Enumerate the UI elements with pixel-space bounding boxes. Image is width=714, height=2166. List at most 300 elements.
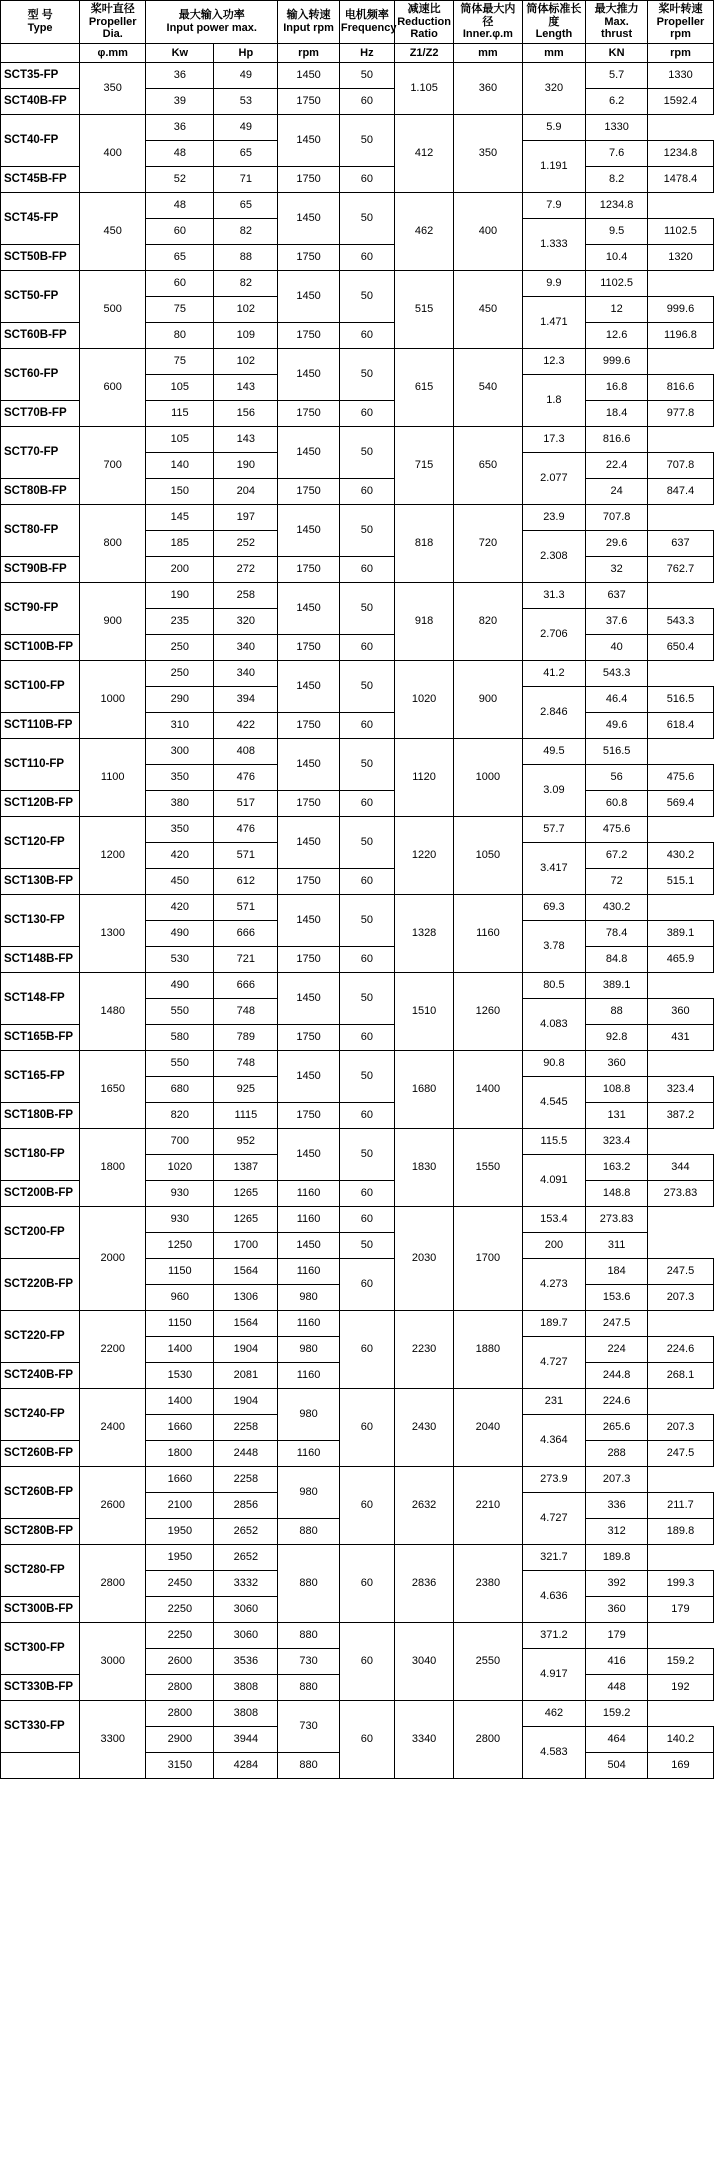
propeller-rpm-value: 140.2 <box>647 1726 713 1752</box>
propeller-rpm-value: 1330 <box>647 62 713 88</box>
max-thrust-value: 18.4 <box>586 400 648 426</box>
length-value: 1880 <box>454 1310 522 1388</box>
table-row <box>1 894 714 920</box>
input-power-kw: 680 <box>146 1076 214 1102</box>
propeller-rpm-value: 323.4 <box>586 1128 648 1154</box>
input-power-hp: 3060 <box>214 1596 278 1622</box>
model-name: SCT90B-FP <box>1 556 80 582</box>
model-name: SCT220B-FP <box>1 1258 80 1310</box>
propeller-rpm-value: 273.83 <box>586 1206 648 1232</box>
propeller-dia-value: 400 <box>80 114 146 192</box>
table-row <box>1 1466 714 1492</box>
max-thrust-value: 108.8 <box>586 1076 648 1102</box>
inner-dia-value: 3340 <box>394 1700 453 1778</box>
input-power-hp: 3060 <box>214 1622 278 1648</box>
input-power-hp: 2856 <box>214 1492 278 1518</box>
input-rpm-value: 1450 <box>278 1128 340 1180</box>
max-thrust-value: 6.2 <box>586 88 648 114</box>
table-row <box>1 1050 714 1076</box>
frequency-value: 60 <box>339 946 394 972</box>
input-rpm-value: 880 <box>278 1518 340 1544</box>
propeller-rpm-value: 543.3 <box>647 608 713 634</box>
length-value: 2800 <box>454 1700 522 1778</box>
input-power-hp: 2652 <box>214 1518 278 1544</box>
input-power-kw: 60 <box>146 270 214 296</box>
reduction-ratio-value: 1.105 <box>394 62 453 114</box>
table-row <box>1 1700 714 1726</box>
propeller-rpm-value: 431 <box>647 1024 713 1050</box>
input-rpm-value: 980 <box>278 1336 340 1362</box>
length-value: 2380 <box>454 1544 522 1622</box>
model-name: SCT240-FP <box>1 1388 80 1440</box>
table-head <box>1 1 714 63</box>
propeller-rpm-value: 199.3 <box>647 1570 713 1596</box>
input-power-hp: 49 <box>214 114 278 140</box>
input-power-hp: 1265 <box>214 1180 278 1206</box>
propeller-rpm-value: 323.4 <box>647 1076 713 1102</box>
max-thrust-value: 90.8 <box>522 1050 586 1076</box>
input-power-hp: 476 <box>214 816 278 842</box>
frequency-value: 60 <box>339 556 394 582</box>
reduction-ratio-value: 4.091 <box>522 1154 586 1206</box>
propeller-rpm-value: 475.6 <box>647 764 713 790</box>
propeller-dia-value: 1300 <box>80 894 146 972</box>
length-value: 350 <box>454 114 522 192</box>
propeller-rpm-value: 224.6 <box>647 1336 713 1362</box>
input-power-kw: 2800 <box>146 1700 214 1726</box>
length-value: 320 <box>522 62 586 114</box>
model-name: SCT300B-FP <box>1 1596 80 1622</box>
max-thrust-value: 31.3 <box>522 582 586 608</box>
propeller-rpm-value: 1234.8 <box>586 192 648 218</box>
input-power-hp: 1387 <box>214 1154 278 1180</box>
table-row <box>1 1206 714 1232</box>
reduction-ratio-value: 1.471 <box>522 296 586 348</box>
frequency-value: 50 <box>339 660 394 712</box>
input-rpm-value: 1450 <box>278 738 340 790</box>
input-rpm-value: 1450 <box>278 894 340 946</box>
th-input-power: 最大输入功率 Input power max. <box>146 1 278 44</box>
table-row <box>1 270 714 296</box>
propeller-rpm-value: 999.6 <box>586 348 648 374</box>
input-power-kw: 36 <box>146 62 214 88</box>
input-rpm-value: 880 <box>278 1752 340 1778</box>
input-power-kw: 380 <box>146 790 214 816</box>
input-power-kw: 80 <box>146 322 214 348</box>
max-thrust-value: 189.7 <box>522 1310 586 1336</box>
input-rpm-value: 980 <box>278 1388 340 1440</box>
frequency-value: 60 <box>339 1388 394 1466</box>
model-name: SCT40-FP <box>1 114 80 166</box>
max-thrust-value: 7.6 <box>586 140 648 166</box>
reduction-ratio-value: 2.077 <box>522 452 586 504</box>
propeller-rpm-value: 515.1 <box>647 868 713 894</box>
input-power-hp: 2081 <box>214 1362 278 1388</box>
input-rpm-value: 1450 <box>278 972 340 1024</box>
propeller-dia-value: 600 <box>80 348 146 426</box>
input-power-kw: 1660 <box>146 1414 214 1440</box>
model-name: SCT120-FP <box>1 816 80 868</box>
table-row <box>1 504 714 530</box>
frequency-value: 60 <box>339 1258 394 1310</box>
input-power-hp: 3944 <box>214 1726 278 1752</box>
input-power-kw: 490 <box>146 972 214 998</box>
max-thrust-value: 336 <box>586 1492 648 1518</box>
input-power-kw: 2450 <box>146 1570 214 1596</box>
propeller-rpm-value: 977.8 <box>647 400 713 426</box>
max-thrust-value: 148.8 <box>586 1180 648 1206</box>
th-inner-dia: 筒体最大内径 Inner.φ.m <box>454 1 522 44</box>
input-power-kw: 145 <box>146 504 214 530</box>
reduction-ratio-value: 4.727 <box>522 1336 586 1388</box>
model-name: SCT40B-FP <box>1 88 80 114</box>
propeller-rpm-value: 516.5 <box>586 738 648 764</box>
max-thrust-value: 392 <box>586 1570 648 1596</box>
frequency-value: 50 <box>339 348 394 400</box>
frequency-value: 60 <box>339 400 394 426</box>
input-power-kw: 150 <box>146 478 214 504</box>
frequency-value: 50 <box>339 816 394 868</box>
frequency-value: 50 <box>339 114 394 166</box>
inner-dia-value: 2230 <box>394 1310 453 1388</box>
input-rpm-value: 980 <box>278 1284 340 1310</box>
propeller-rpm-value: 816.6 <box>586 426 648 452</box>
input-power-hp: 49 <box>214 62 278 88</box>
input-power-kw: 530 <box>146 946 214 972</box>
input-power-hp: 82 <box>214 218 278 244</box>
input-power-kw: 550 <box>146 1050 214 1076</box>
input-power-hp: 156 <box>214 400 278 426</box>
table-body <box>1 62 714 1804</box>
propeller-rpm-value: 207.3 <box>647 1284 713 1310</box>
model-name: SCT80B-FP <box>1 478 80 504</box>
length-value: 1400 <box>454 1050 522 1128</box>
propeller-rpm-value: 211.7 <box>647 1492 713 1518</box>
max-thrust-value: 69.3 <box>522 894 586 920</box>
th-max-thrust: 最大推力 Max. thrust <box>586 1 648 44</box>
inner-dia-value: 715 <box>394 426 453 504</box>
propeller-rpm-value: 189.8 <box>586 1544 648 1570</box>
inner-dia-value: 515 <box>394 270 453 348</box>
input-power-hp: 340 <box>214 660 278 686</box>
units-row <box>1 43 714 62</box>
propeller-rpm-value: 273.83 <box>647 1180 713 1206</box>
input-power-hp: 258 <box>214 582 278 608</box>
model-name: SCT165-FP <box>1 1050 80 1102</box>
max-thrust-value: 72 <box>586 868 648 894</box>
propeller-dia-value: 700 <box>80 426 146 504</box>
max-thrust-value: 5.9 <box>522 114 586 140</box>
max-thrust-value: 78.4 <box>586 920 648 946</box>
input-power-kw: 550 <box>146 998 214 1024</box>
model-name: SCT60B-FP <box>1 322 80 348</box>
reduction-ratio-value: 4.545 <box>522 1076 586 1128</box>
length-value: 1550 <box>454 1128 522 1206</box>
input-rpm-value: 1450 <box>278 816 340 868</box>
model-name: SCT300-FP <box>1 1622 80 1674</box>
max-thrust-value: 22.4 <box>586 452 648 478</box>
frequency-value: 60 <box>339 1180 394 1206</box>
max-thrust-value: 462 <box>522 1700 586 1726</box>
model-name: SCT110-FP <box>1 738 80 790</box>
model-name: SCT90-FP <box>1 582 80 634</box>
input-power-kw: 52 <box>146 166 214 192</box>
input-power-kw: 48 <box>146 140 214 166</box>
input-power-hp: 102 <box>214 348 278 374</box>
max-thrust-value: 265.6 <box>586 1414 648 1440</box>
propeller-rpm-value: 192 <box>647 1674 713 1700</box>
input-power-hp: 789 <box>214 1024 278 1050</box>
input-rpm-value: 880 <box>278 1674 340 1700</box>
input-power-hp: 394 <box>214 686 278 712</box>
reduction-ratio-value: 3.417 <box>522 842 586 894</box>
model-name: SCT120B-FP <box>1 790 80 816</box>
table-row <box>1 972 714 998</box>
max-thrust-value: 153.4 <box>522 1206 586 1232</box>
frequency-value: 50 <box>339 894 394 946</box>
model-name: SCT260B-FP <box>1 1440 80 1466</box>
model-name: SCT110B-FP <box>1 712 80 738</box>
propeller-rpm-value: 360 <box>647 998 713 1024</box>
frequency-value: 50 <box>339 582 394 634</box>
input-power-hp: 65 <box>214 140 278 166</box>
model-name: SCT100B-FP <box>1 634 80 660</box>
input-power-kw: 60 <box>146 218 214 244</box>
input-rpm-value: 1750 <box>278 478 340 504</box>
input-power-hp: 666 <box>214 920 278 946</box>
inner-dia-value: 3040 <box>394 1622 453 1700</box>
input-power-hp: 748 <box>214 998 278 1024</box>
length-value: 650 <box>454 426 522 504</box>
frequency-value: 60 <box>339 1102 394 1128</box>
propeller-rpm-value: 1196.8 <box>647 322 713 348</box>
input-power-hp: 3536 <box>214 1648 278 1674</box>
model-name: SCT50B-FP <box>1 244 80 270</box>
input-rpm-value: 1450 <box>278 582 340 634</box>
model-name: SCT100-FP <box>1 660 80 712</box>
propeller-dia-value: 3000 <box>80 1622 146 1700</box>
propeller-dia-value: 1000 <box>80 660 146 738</box>
inner-dia-value: 2030 <box>394 1206 453 1310</box>
table-row-extra-ratio <box>1 1778 714 1804</box>
max-thrust-value: 80.5 <box>522 972 586 998</box>
propeller-rpm-value: 707.8 <box>647 452 713 478</box>
th-frequency: 电机频率 Frequency <box>339 1 394 44</box>
propeller-rpm-value: 247.5 <box>647 1440 713 1466</box>
propeller-rpm-value: 475.6 <box>586 816 648 842</box>
frequency-value: 50 <box>339 62 394 88</box>
propeller-dia-value: 350 <box>80 62 146 114</box>
inner-dia-value: 1120 <box>394 738 453 816</box>
input-rpm-value: 1160 <box>278 1362 340 1388</box>
input-rpm-value: 1750 <box>278 790 340 816</box>
input-power-hp: 1564 <box>214 1258 278 1284</box>
model-name: SCT330B-FP <box>1 1674 80 1700</box>
max-thrust-value: 9.9 <box>522 270 586 296</box>
reduction-ratio-value: 4.083 <box>522 998 586 1050</box>
input-rpm-value: 730 <box>278 1700 340 1752</box>
frequency-value: 50 <box>339 426 394 478</box>
unit-ratio: Z1/Z2 <box>394 43 453 62</box>
input-power-kw: 140 <box>146 452 214 478</box>
input-power-hp: 2258 <box>214 1414 278 1440</box>
table-row <box>1 738 714 764</box>
input-rpm-value: 1750 <box>278 946 340 972</box>
input-rpm-value: 1450 <box>278 62 340 88</box>
max-thrust-value: 200 <box>522 1232 586 1258</box>
propeller-dia-value: 2400 <box>80 1388 146 1466</box>
input-power-kw: 580 <box>146 1024 214 1050</box>
input-power-kw: 1020 <box>146 1154 214 1180</box>
input-power-kw: 350 <box>146 816 214 842</box>
max-thrust-value: 5.7 <box>586 62 648 88</box>
unit-rpm: rpm <box>278 43 340 62</box>
propeller-rpm-value: 360 <box>586 1050 648 1076</box>
model-name: SCT130-FP <box>1 894 80 946</box>
model-name: SCT220-FP <box>1 1310 80 1362</box>
input-power-kw: 65 <box>146 244 214 270</box>
input-power-hp: 571 <box>214 894 278 920</box>
length-value: 2210 <box>454 1466 522 1544</box>
input-power-hp: 109 <box>214 322 278 348</box>
inner-dia-value: 615 <box>394 348 453 426</box>
table-row <box>1 660 714 686</box>
input-rpm-value: 1450 <box>278 1232 340 1258</box>
frequency-value: 50 <box>339 1050 394 1102</box>
input-power-hp: 204 <box>214 478 278 504</box>
inner-dia-value: 1830 <box>394 1128 453 1206</box>
input-power-hp: 1115 <box>214 1102 278 1128</box>
input-rpm-value: 1160 <box>278 1440 340 1466</box>
input-power-hp: 1904 <box>214 1336 278 1362</box>
input-power-kw: 1530 <box>146 1362 214 1388</box>
input-power-hp: 190 <box>214 452 278 478</box>
input-rpm-value: 1450 <box>278 426 340 478</box>
input-rpm-value: 1750 <box>278 868 340 894</box>
length-value: 1700 <box>454 1206 522 1310</box>
model-name: SCT165B-FP <box>1 1024 80 1050</box>
length-value: 1160 <box>454 894 522 972</box>
propeller-rpm-value: 159.2 <box>647 1648 713 1674</box>
frequency-value: 60 <box>339 634 394 660</box>
input-power-kw: 1150 <box>146 1310 214 1336</box>
inner-dia-value: 1328 <box>394 894 453 972</box>
max-thrust-value: 163.2 <box>586 1154 648 1180</box>
propeller-rpm-value: 762.7 <box>647 556 713 582</box>
max-thrust-value: 273.9 <box>522 1466 586 1492</box>
propeller-dia-value: 500 <box>80 270 146 348</box>
input-rpm-value: 1450 <box>278 270 340 322</box>
table-row <box>1 62 714 88</box>
inner-dia-value: 1680 <box>394 1050 453 1128</box>
model-name: SCT35-FP <box>1 62 80 88</box>
max-thrust-value: 7.9 <box>522 192 586 218</box>
reduction-ratio-value: 2.308 <box>522 530 586 582</box>
input-power-kw: 3150 <box>146 1752 214 1778</box>
input-power-hp: 340 <box>214 634 278 660</box>
input-power-hp: 1265 <box>214 1206 278 1232</box>
length-value: 450 <box>454 270 522 348</box>
input-power-hp: 4284 <box>214 1752 278 1778</box>
frequency-value: 50 <box>339 504 394 556</box>
input-power-kw: 1950 <box>146 1518 214 1544</box>
max-thrust-value: 40 <box>586 634 648 660</box>
input-rpm-value: 1750 <box>278 88 340 114</box>
table-row <box>1 192 714 218</box>
max-thrust-value: 131 <box>586 1102 648 1128</box>
inner-dia-value: 2836 <box>394 1544 453 1622</box>
propeller-dia-value: 3300 <box>80 1700 146 1778</box>
input-power-hp: 422 <box>214 712 278 738</box>
input-rpm-value: 1160 <box>278 1258 340 1284</box>
max-thrust-value: 29.6 <box>586 530 648 556</box>
unit-hp: Hp <box>214 43 278 62</box>
frequency-value: 50 <box>339 270 394 322</box>
model-name: SCT180-FP <box>1 1128 80 1180</box>
max-thrust-value: 8.2 <box>586 166 648 192</box>
input-power-kw: 930 <box>146 1206 214 1232</box>
unit-prop-rpm: rpm <box>647 43 713 62</box>
input-power-hp: 2258 <box>214 1466 278 1492</box>
model-name: SCT60-FP <box>1 348 80 400</box>
input-power-kw: 960 <box>146 1284 214 1310</box>
max-thrust-value: 244.8 <box>586 1362 648 1388</box>
max-thrust-value: 24 <box>586 478 648 504</box>
reduction-ratio-value: 3.78 <box>522 920 586 972</box>
propeller-rpm-value: 707.8 <box>586 504 648 530</box>
max-thrust-value: 67.2 <box>586 842 648 868</box>
input-power-kw: 1660 <box>146 1466 214 1492</box>
max-thrust-value: 57.7 <box>522 816 586 842</box>
max-thrust-value: 231 <box>522 1388 586 1414</box>
input-power-kw: 185 <box>146 530 214 556</box>
input-rpm-value: 730 <box>278 1648 340 1674</box>
max-thrust-value: 84.8 <box>586 946 648 972</box>
model-name: SCT45-FP <box>1 192 80 244</box>
length-value: 540 <box>454 348 522 426</box>
input-power-hp: 1700 <box>214 1232 278 1258</box>
input-rpm-value: 1450 <box>278 1050 340 1102</box>
frequency-value: 60 <box>339 790 394 816</box>
input-rpm-value: 880 <box>278 1622 340 1648</box>
input-rpm-value: 1750 <box>278 400 340 426</box>
frequency-value: 60 <box>339 166 394 192</box>
input-rpm-value: 1450 <box>278 192 340 244</box>
table-row <box>1 816 714 842</box>
inner-dia-value: 1510 <box>394 972 453 1050</box>
table-row <box>1 1128 714 1154</box>
table-row <box>1 348 714 374</box>
input-rpm-value: 1750 <box>278 634 340 660</box>
propeller-rpm-value: 179 <box>586 1622 648 1648</box>
propeller-dia-value: 1200 <box>80 816 146 894</box>
input-rpm-value: 880 <box>278 1544 340 1622</box>
propeller-rpm-value: 465.9 <box>647 946 713 972</box>
model-name: SCT260B-FP <box>1 1466 80 1518</box>
input-power-kw: 1950 <box>146 1544 214 1570</box>
frequency-value: 50 <box>339 192 394 244</box>
frequency-value: 60 <box>339 1622 394 1700</box>
input-power-kw: 250 <box>146 634 214 660</box>
frequency-value: 60 <box>339 88 394 114</box>
max-thrust-value: 32 <box>586 556 648 582</box>
propeller-rpm-value: 999.6 <box>647 296 713 322</box>
max-thrust-value: 9.5 <box>586 218 648 244</box>
propeller-rpm-value: 1330 <box>586 114 648 140</box>
input-power-hp: 612 <box>214 868 278 894</box>
input-power-hp: 952 <box>214 1128 278 1154</box>
model-name: SCT148-FP <box>1 972 80 1024</box>
